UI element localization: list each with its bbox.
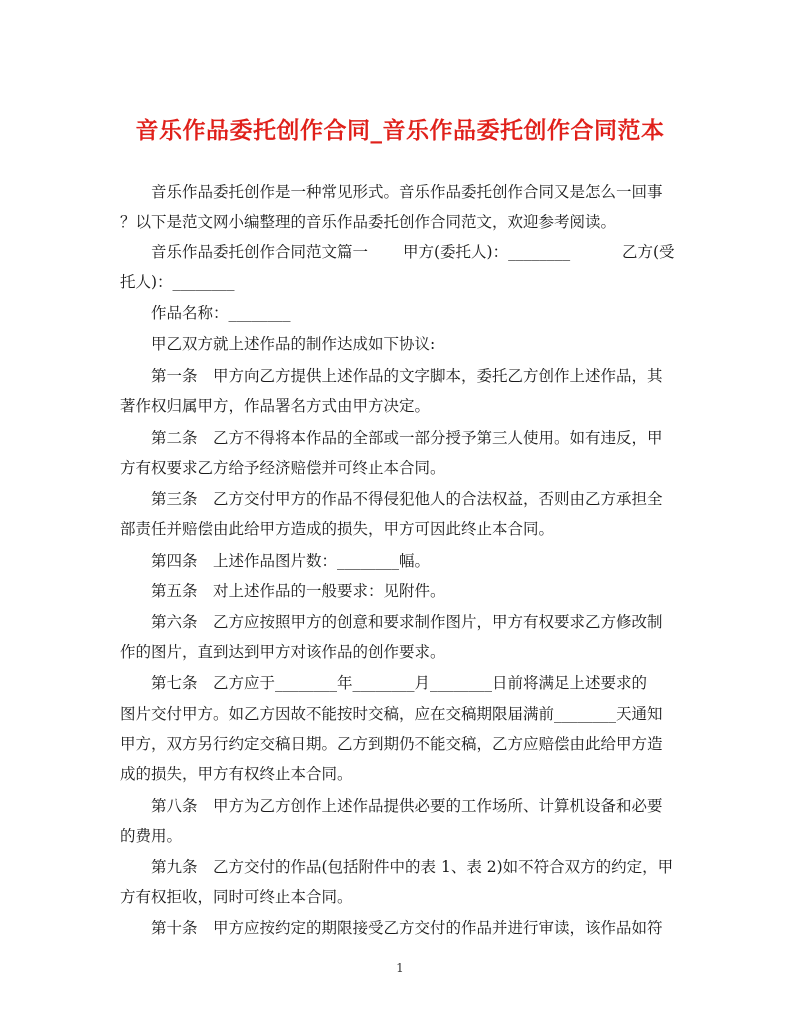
clause-line: 第九条 乙方交付的作品(包括附件中的表 1、表 2)如不符合双方的约定，甲	[151, 858, 674, 876]
clause-line: 第二条 乙方不得将本作品的全部或一部分授予第三人使用。如有违反，甲	[151, 429, 663, 447]
clause-line: 第八条 甲方为乙方创作上述作品提供必要的工作场所、计算机设备和必要	[151, 797, 663, 815]
clause-line: 第六条 乙方应按照甲方的创意和要求制作图片，甲方有权要求乙方修改制	[151, 613, 663, 631]
paragraph-line: ？以下是范文网小编整理的音乐作品委托创作合同范文，欢迎参考阅读。	[120, 213, 617, 231]
party-b-field: 乙方(受	[622, 243, 675, 261]
paragraph-line: 音乐作品委托创作合同范文篇一	[151, 243, 369, 261]
clause-line: 作的图片，直到达到甲方对该作品的创作要求。	[120, 643, 446, 661]
paragraph-line: 音乐作品委托创作是一种常见形式。音乐作品委托创作合同又是怎么一回事	[151, 183, 663, 201]
clause-line: 图片交付甲方。如乙方因故不能按时交稿，应在交稿期限届满前________天通知	[120, 705, 663, 723]
clause-line: 著作权归属甲方，作品署名方式由甲方决定。	[120, 397, 431, 415]
document-title: 音乐作品委托创作合同_音乐作品委托创作合同范本	[135, 117, 665, 144]
clause-line: 方有权拒收，同时可终止本合同。	[120, 888, 353, 906]
page-number: 1	[396, 961, 404, 975]
clause-line: 甲方，双方另行约定交稿日期。乙方到期仍不能交稿，乙方应赔偿由此给甲方造	[120, 735, 663, 753]
clause-line: 第一条 甲方向乙方提供上述作品的文字脚本，委托乙方创作上述作品，其	[151, 367, 663, 385]
clause-line: 成的损失，甲方有权终止本合同。	[120, 765, 353, 783]
clause-line: 第五条 对上述作品的一般要求：见附件。	[151, 582, 446, 600]
clause-line: 部责任并赔偿由此给甲方造成的损失，甲方可因此终止本合同。	[120, 520, 555, 538]
paragraph-line: 甲乙双方就上述作品的制作达成如下协议:	[151, 335, 436, 353]
clause-line: 第四条 上述作品图片数：________幅。	[151, 552, 431, 570]
paragraph-line: 托人)：________	[120, 273, 235, 291]
clause-line: 的费用。	[120, 827, 183, 845]
clause-line: 第七条 乙方应于________年________月________日前将满足上述要求的	[151, 674, 648, 692]
work-name-field: 作品名称：________	[151, 304, 291, 322]
clause-line: 方有权要求乙方给予经济赔偿并可终止本合同。	[120, 459, 446, 477]
clause-line: 第十条 甲方应按约定的期限接受乙方交付的作品并进行审读，该作品如符	[151, 919, 663, 937]
party-a-field: 甲方(委托人)：________	[403, 243, 571, 261]
clause-line: 第三条 乙方交付甲方的作品不得侵犯他人的合法权益，否则由乙方承担全	[151, 490, 663, 508]
